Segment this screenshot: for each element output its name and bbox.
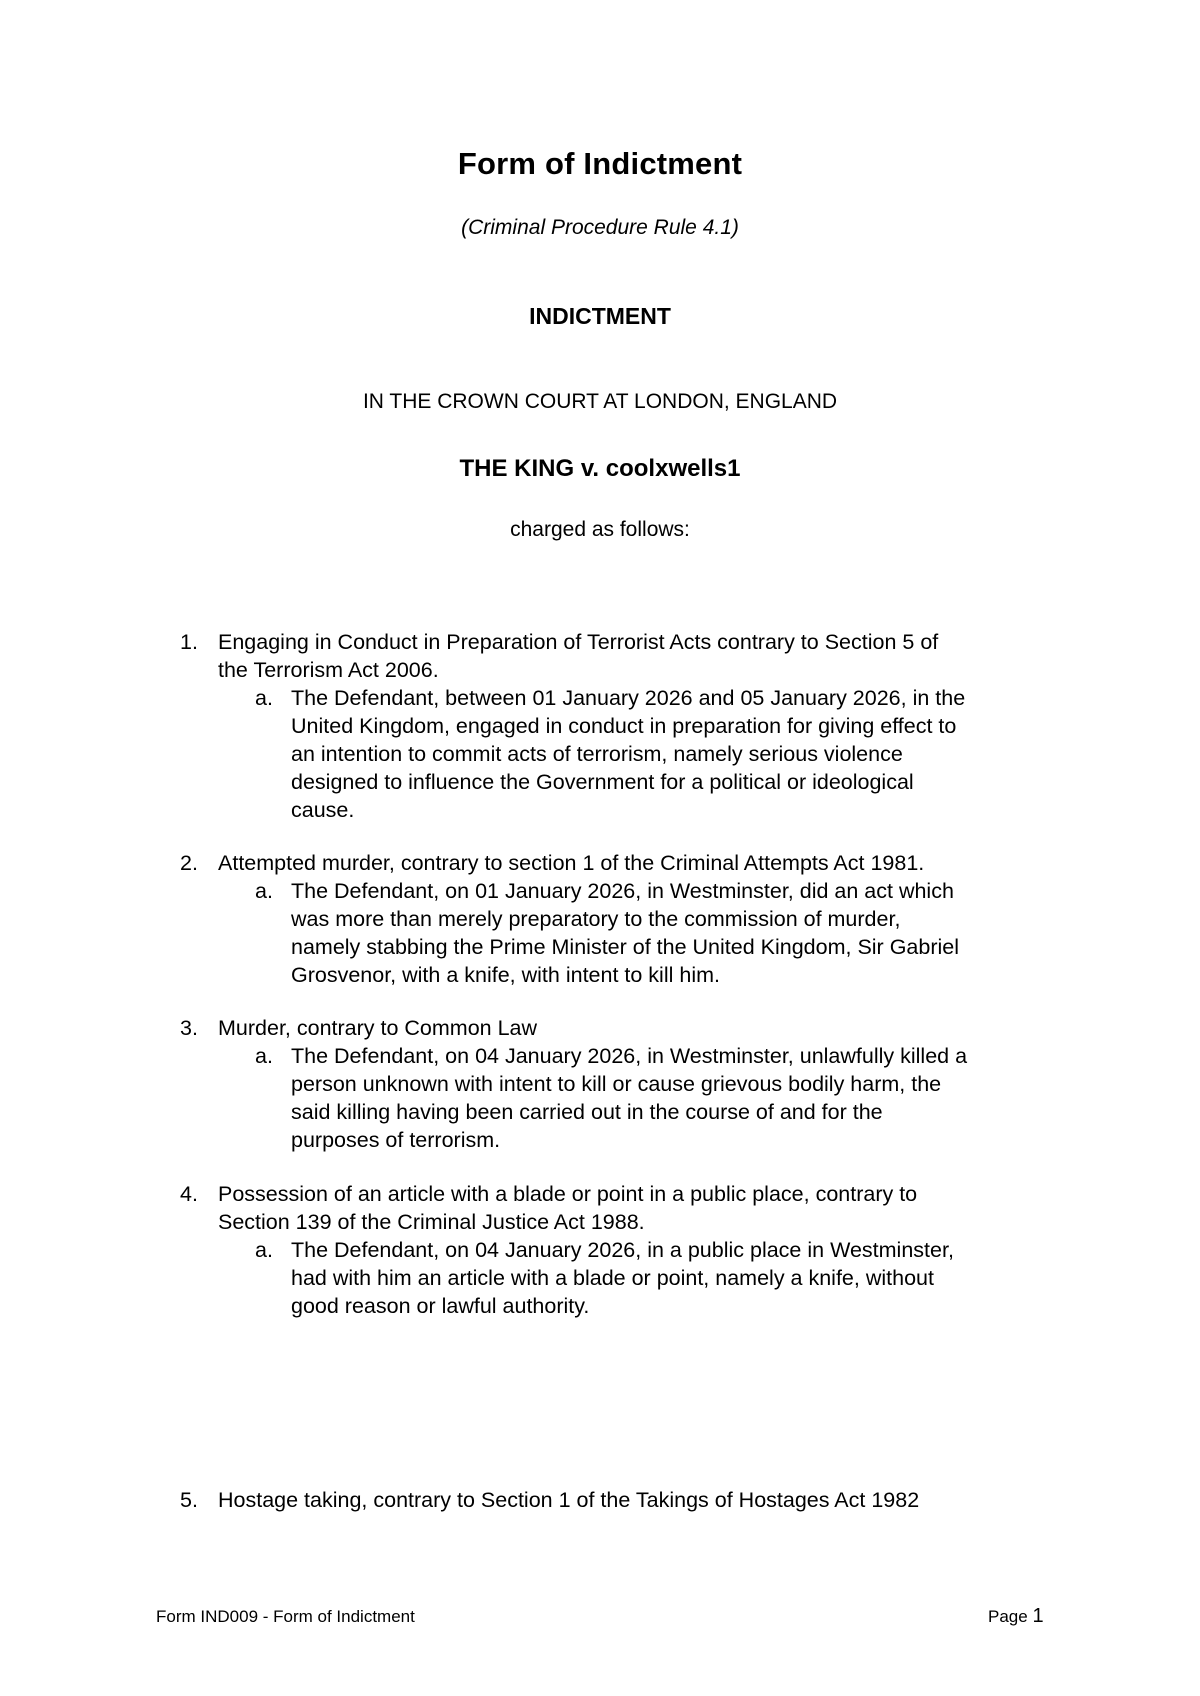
count-title-line: Hostage taking, contrary to Section 1 of the Takings of Hostages Act 1982 (218, 1488, 920, 1512)
indictment-heading: INDICTMENT (529, 303, 671, 329)
particular-line: good reason or lawful authority. (291, 1294, 590, 1318)
count-number: 1. (180, 630, 198, 654)
particular-letter: a. (255, 1238, 273, 1262)
particular-line: person unknown with intent to kill or cause grievous bodily harm, the (291, 1072, 942, 1096)
particular-line: United Kingdom, engaged in conduct in preparation for giving effect to (291, 714, 957, 738)
particular-text (291, 1236, 1076, 1320)
count-number: 4. (180, 1182, 198, 1206)
particular-text (291, 1042, 1076, 1154)
document-title: Form of Indictment (457, 146, 743, 181)
count-title-line: Possession of an article with a blade or point in a public place, contrary to (218, 1182, 918, 1206)
particular-line: The Defendant, on 04 January 2026, in Westminster, unlawfully killed a (291, 1044, 968, 1068)
particular-line: had with him an article with a blade or point, namely a knife, without (291, 1266, 934, 1290)
count-title-line: Attempted murder, contrary to section 1 of the Criminal Attempts Act 1981. (218, 851, 925, 875)
count-number: 2. (180, 851, 198, 875)
footer-page-label: Page (988, 1607, 1028, 1626)
charged-intro: charged as follows: (510, 518, 690, 541)
count-number: 3. (180, 1016, 198, 1040)
count-title (218, 628, 1068, 684)
footer-page-number: 1 (1032, 1605, 1044, 1627)
count-title-line: Murder, contrary to Common Law (218, 1016, 538, 1040)
count-title (218, 849, 1068, 877)
footer-form-label: Form IND009 - Form of Indictment (156, 1607, 415, 1626)
particular-line: namely stabbing the Prime Minister of the United Kingdom, Sir Gabriel (291, 935, 960, 959)
document-subtitle: (Criminal Procedure Rule 4.1) (461, 216, 739, 239)
particular-line: said killing having been carried out in the course of and for the (291, 1100, 883, 1124)
count-title (218, 1014, 1068, 1042)
particular-line: The Defendant, on 04 January 2026, in a public place in Westminster, (291, 1238, 954, 1262)
particular-line: an intention to commit acts of terrorism, namely serious violence (291, 742, 903, 766)
particular-line: was more than merely preparatory to the commission of murder, (291, 907, 901, 931)
particular-text (291, 684, 1076, 824)
particular-line: The Defendant, between 01 January 2026 and 05 January 2026, in the (291, 686, 966, 710)
count-title (218, 1486, 1068, 1514)
case-title: THE KING v. coolxwells1 (459, 455, 741, 482)
count-title-line: Engaging in Conduct in Preparation of Terrorist Acts contrary to Section 5 of (218, 630, 939, 654)
particular-letter: a. (255, 879, 273, 903)
particular-line: Grosvenor, with a knife, with intent to kill him. (291, 963, 720, 987)
particular-line: The Defendant, on 01 January 2026, in Westminster, did an act which (291, 879, 954, 903)
count-title-line: Section 139 of the Criminal Justice Act 1988. (218, 1210, 645, 1234)
particular-letter: a. (255, 686, 273, 710)
particular-line: cause. (291, 798, 355, 822)
count-title-line: the Terrorism Act 2006. (218, 658, 439, 682)
footer-page-indicator (988, 1605, 1044, 1628)
count-number: 5. (180, 1488, 198, 1512)
particular-letter: a. (255, 1044, 273, 1068)
particular-line: designed to influence the Government for a political or ideological (291, 770, 914, 794)
count-title (218, 1180, 1068, 1236)
particular-text (291, 877, 1076, 989)
court-name: IN THE CROWN COURT AT LONDON, ENGLAND (362, 390, 838, 413)
particular-line: purposes of terrorism. (291, 1128, 501, 1152)
